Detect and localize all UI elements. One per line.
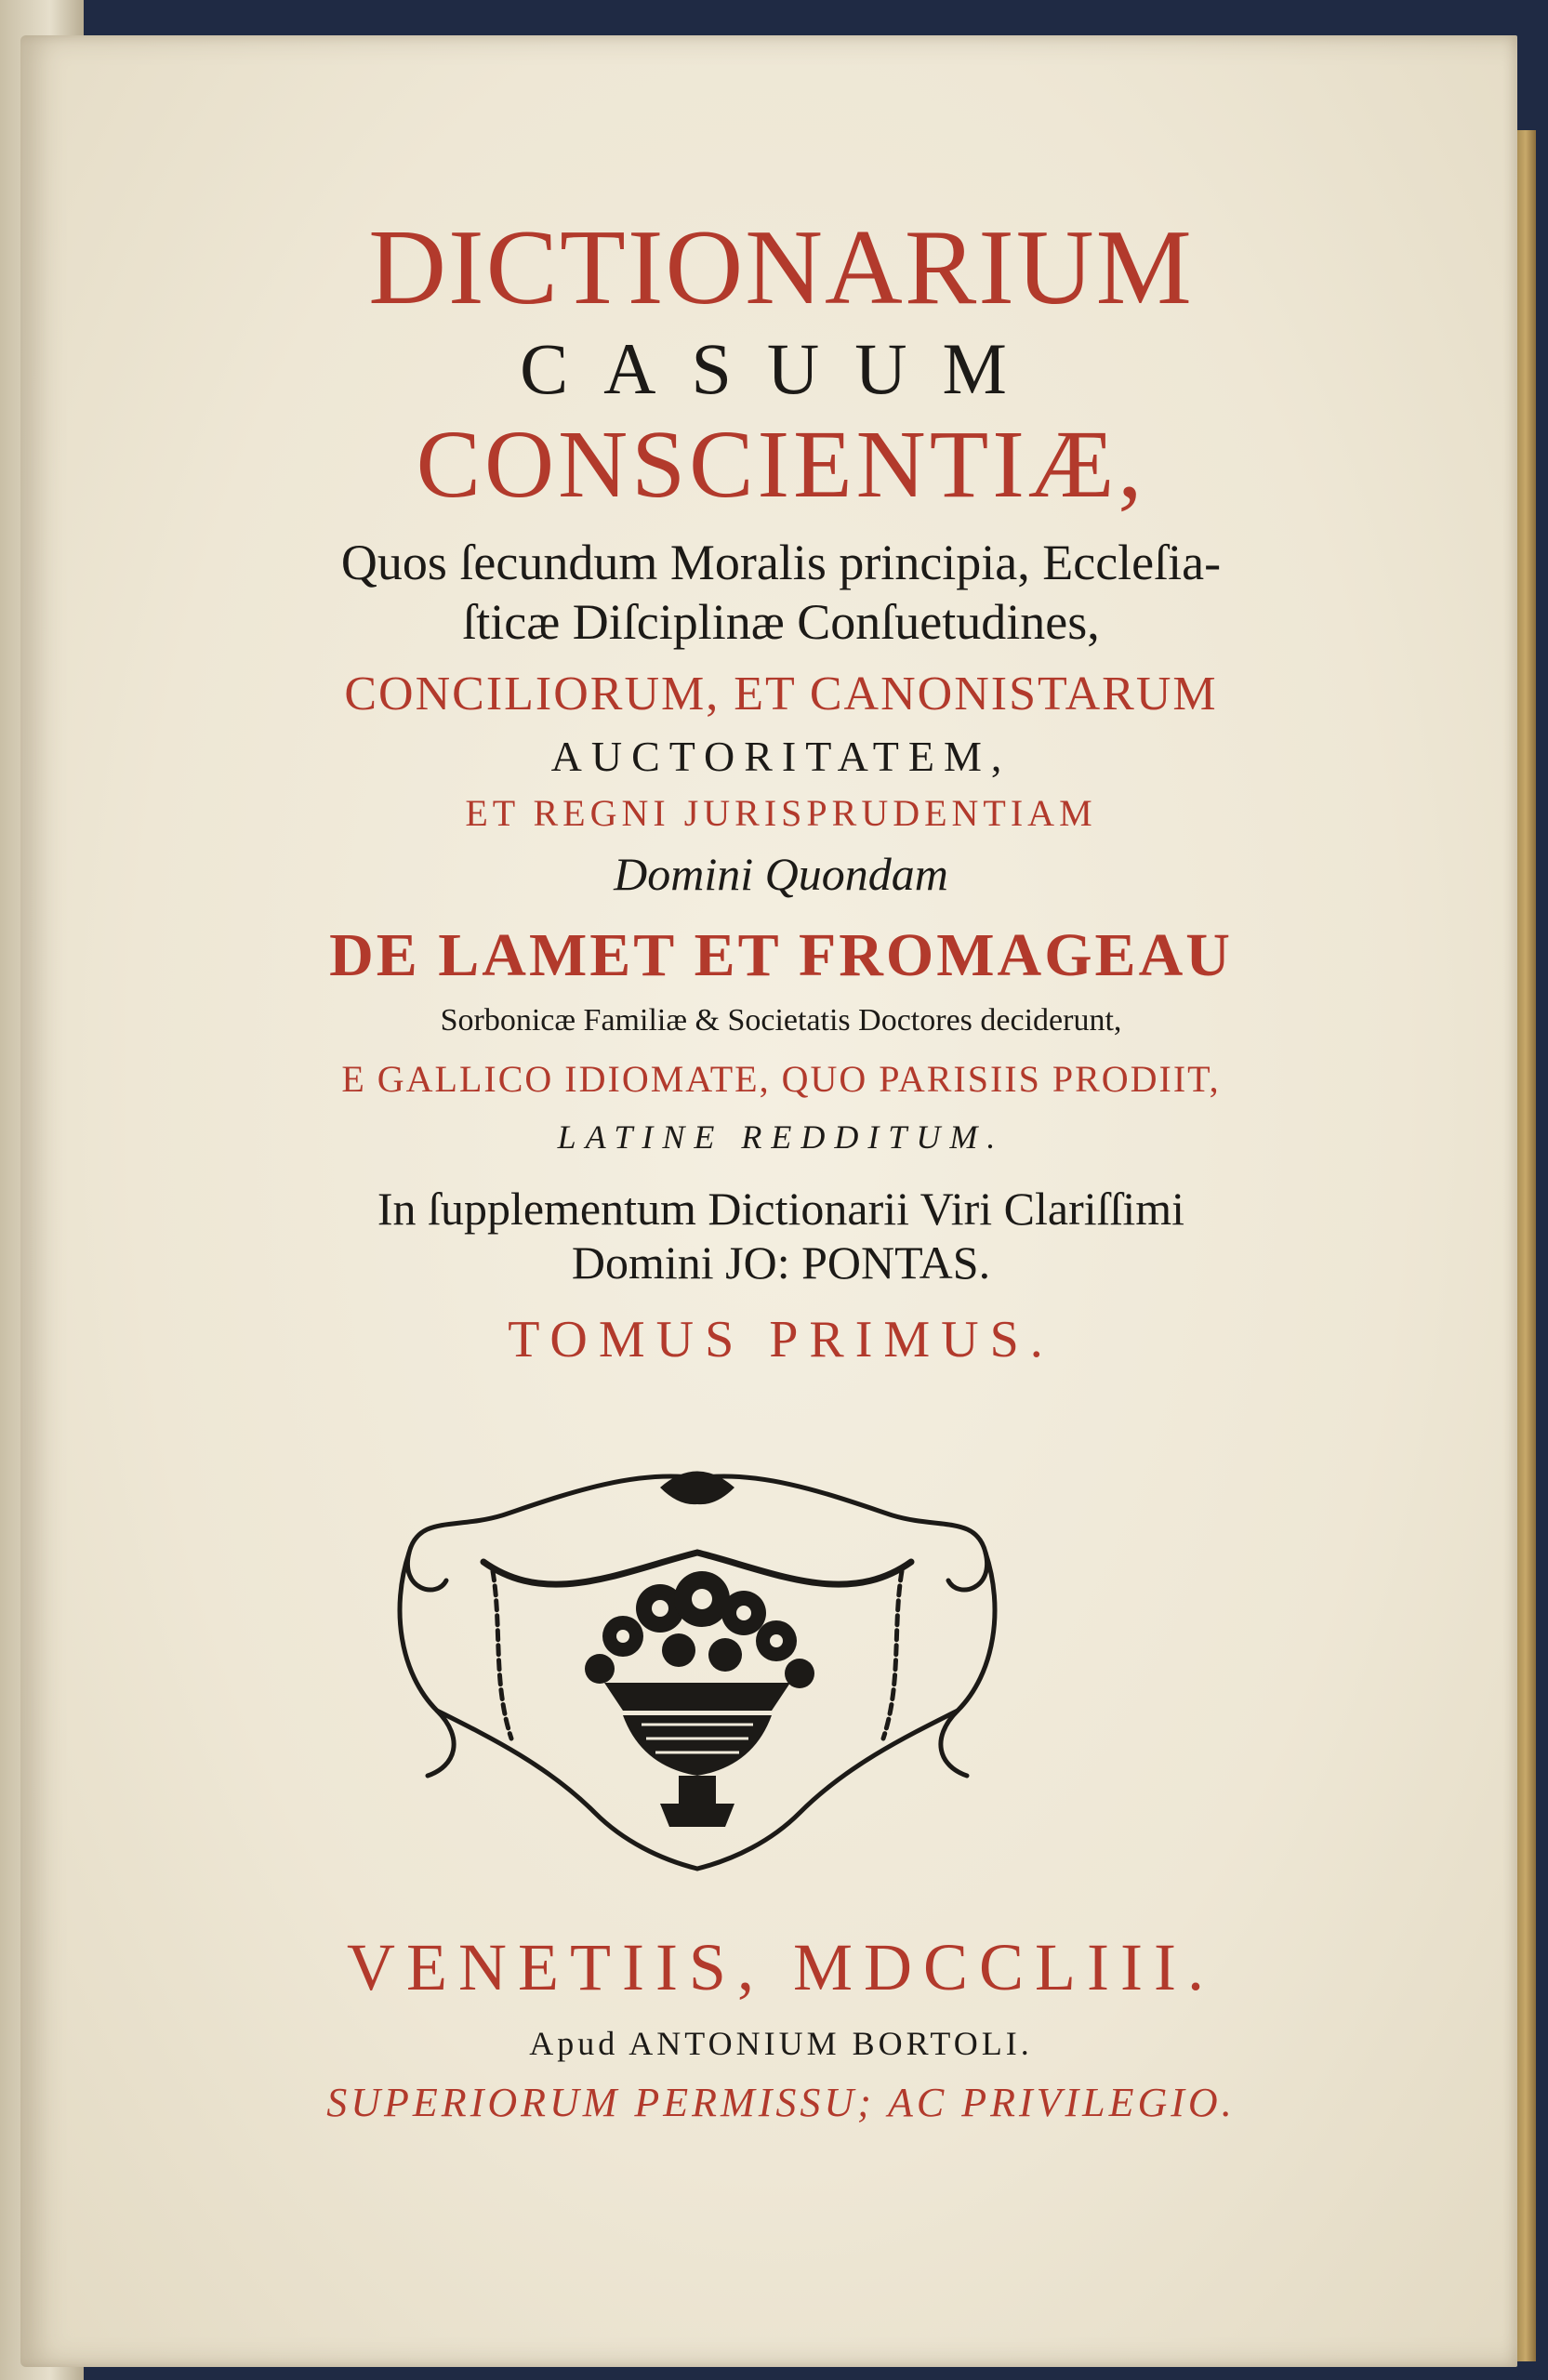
imprint-place-date: VENETIIS, MDCCLIII. xyxy=(347,1930,1215,2004)
line-regni: ET REGNI JURISPRUDENTIAM xyxy=(465,792,1097,835)
line-domini-quondam: Domini Quondam xyxy=(614,848,948,901)
line-auctoritatem: AUCTORITATEM, xyxy=(550,733,1012,781)
line-gallico: E GALLICO IDIOMATE, QUO PARISIIS PRODIIT, xyxy=(341,1058,1221,1101)
flower-basket-vignette-icon xyxy=(381,1460,1013,1878)
imprint-publisher: Apud ANTONIUM BORTOLI. xyxy=(529,2025,1033,2062)
line-latine: LATINE REDDITUM. xyxy=(557,1118,1005,1157)
page-fore-edge xyxy=(1515,130,1536,2361)
volume-line: TOMUS PRIMUS. xyxy=(508,1311,1054,1369)
title-line-conscientiae: CONSCIENTIÆ, xyxy=(416,411,1146,518)
authors-line: DE LAMET ET FROMAGEAU xyxy=(329,921,1233,990)
title-line-casuum: CASUUM xyxy=(520,328,1042,409)
title-text-block xyxy=(121,208,1441,1369)
supplement-line-1: In ſupplementum Dictionarii Viri Clariſſimi xyxy=(377,1183,1185,1236)
subtitle-line-1: Quos ſecundum Moralis principia, Eccleſia- xyxy=(340,535,1222,590)
supplement-line-2: Domini JO: PONTAS. xyxy=(571,1236,991,1289)
line-conciliorum: CONCILIORUM, ET CANONISTARUM xyxy=(344,668,1218,721)
imprint-permission: SUPERIORUM PERMISSU; AC PRIVILEGIO. xyxy=(326,2080,1236,2125)
authors-description: Sorbonicæ Familiæ & Societatis Doctores deciderunt, xyxy=(440,1003,1122,1038)
imprint-block xyxy=(121,1930,1441,2125)
title-line-dictionarium: DICTIONARIUM xyxy=(368,208,1194,327)
subtitle-line-2: ſticæ Diſciplinæ Conſuetudines, xyxy=(462,593,1100,650)
